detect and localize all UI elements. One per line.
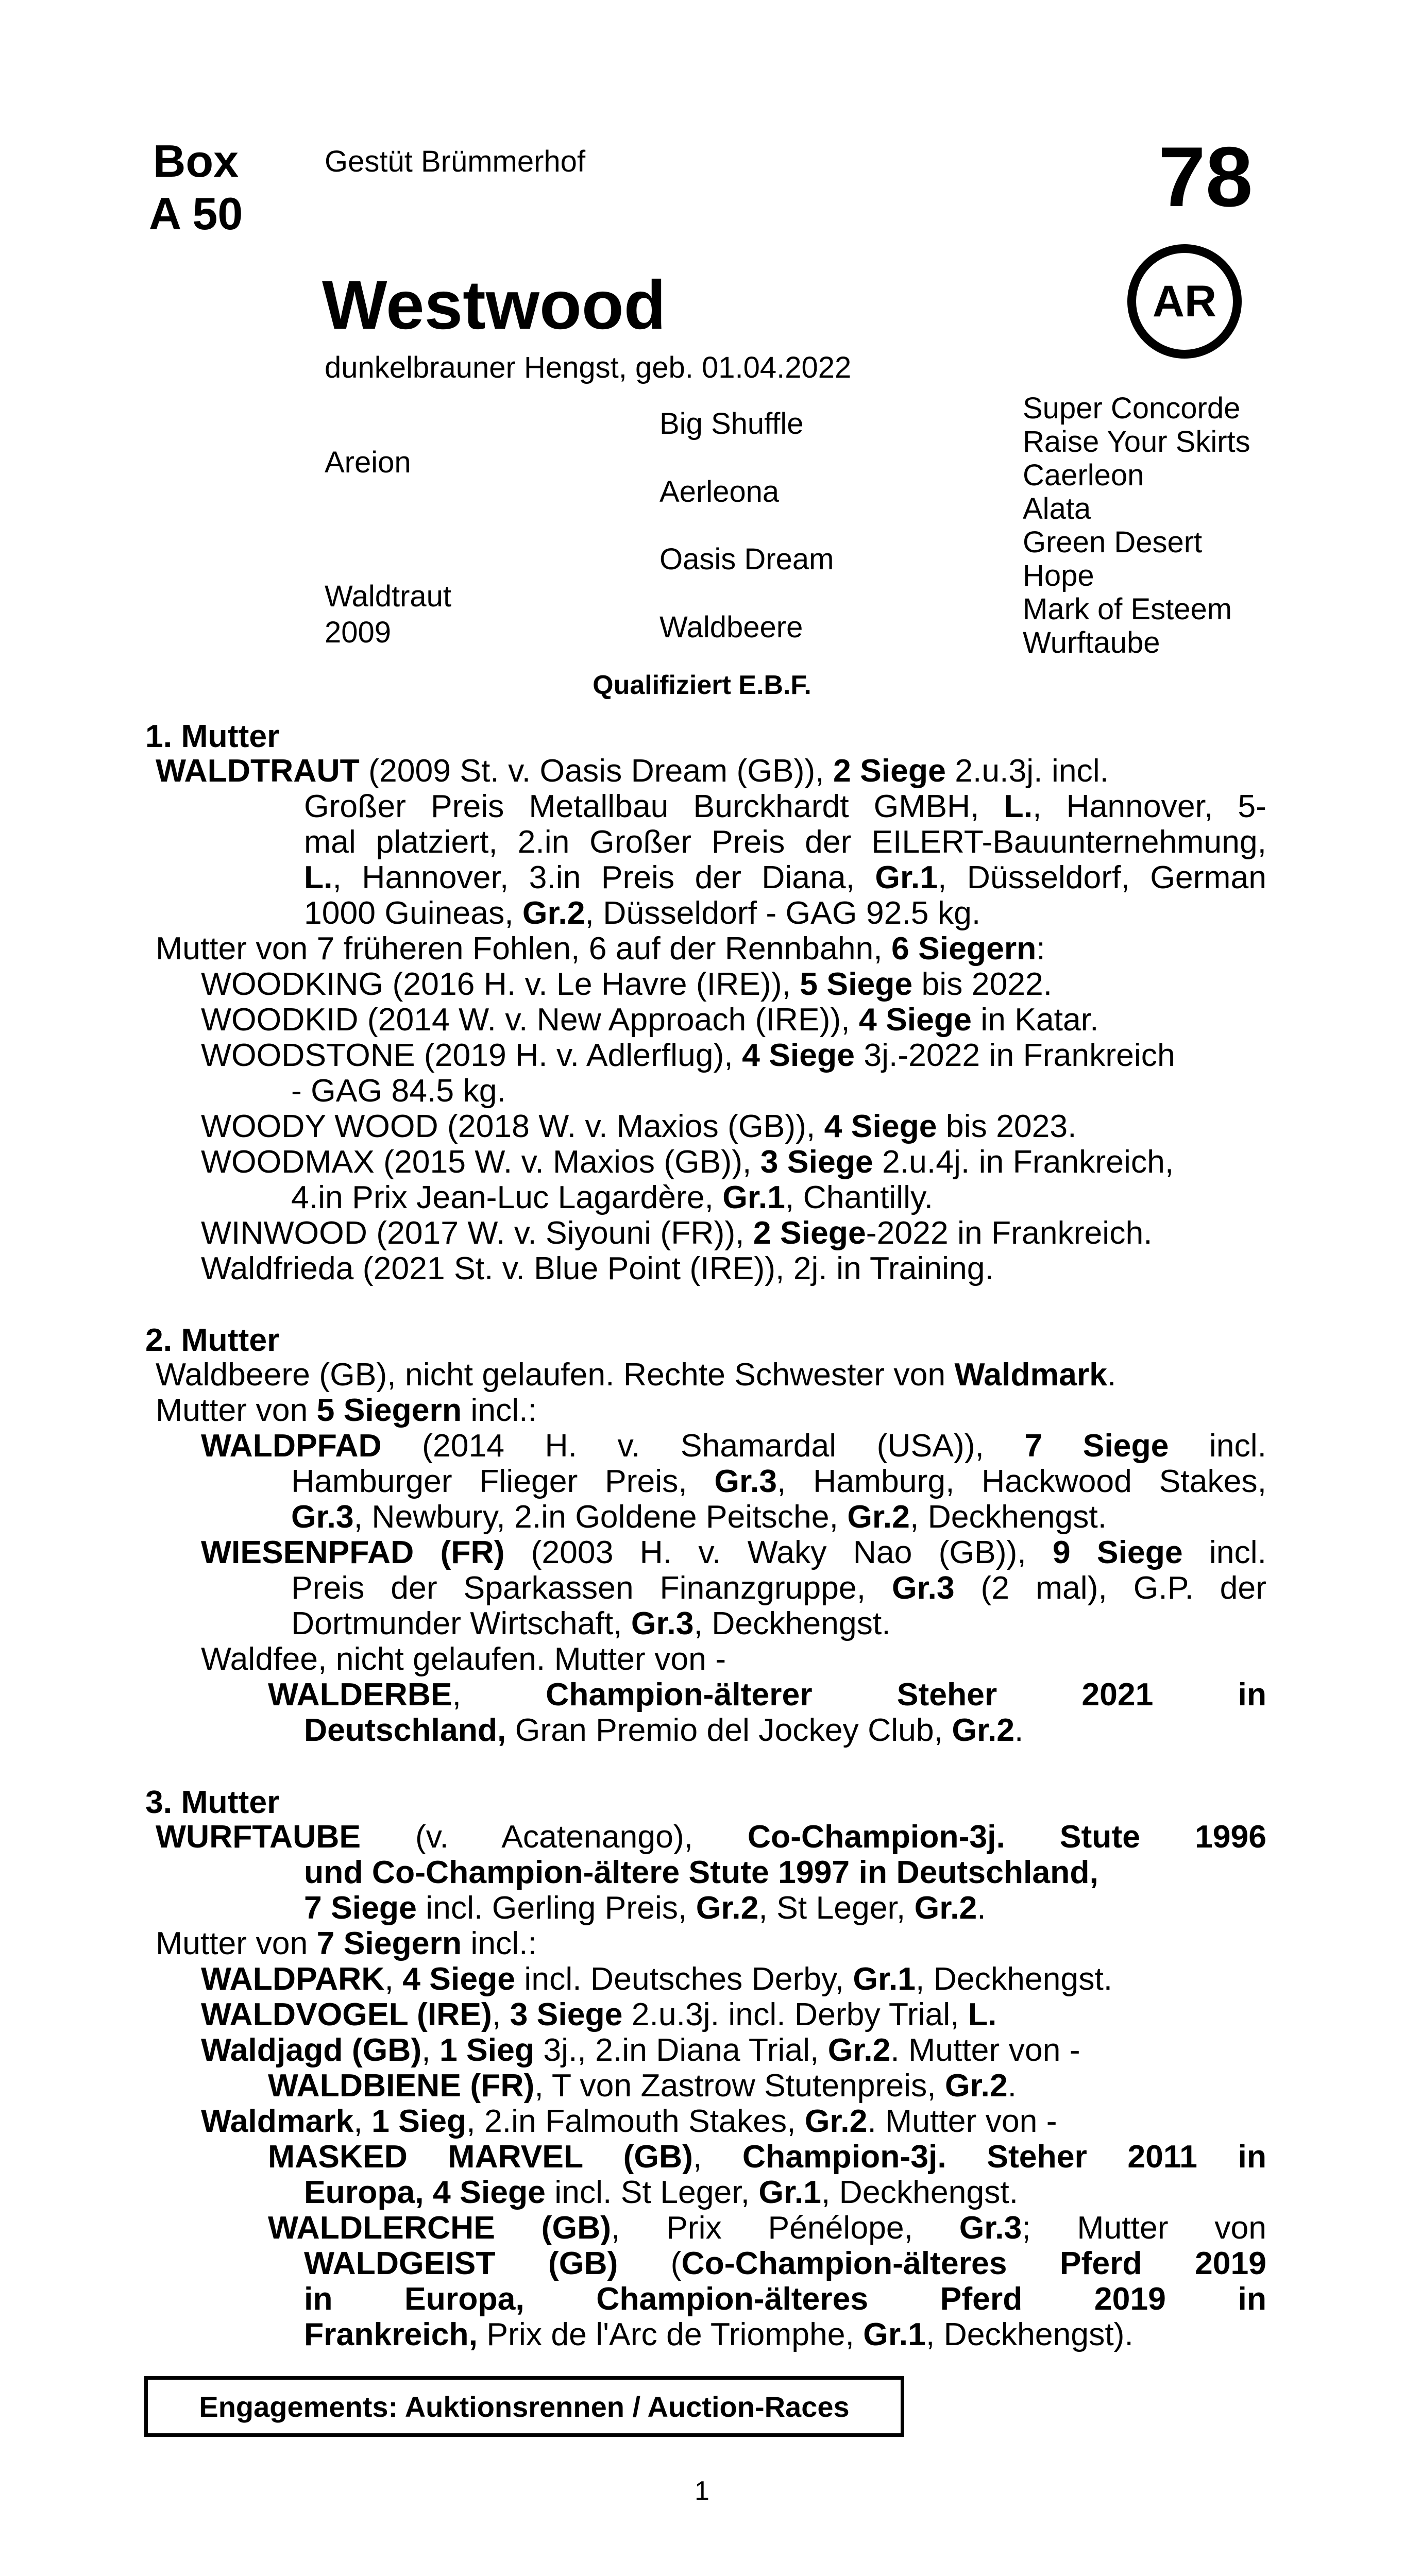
engagements-label: Engagements: Auktionsrennen / Auction-Races: [199, 2390, 850, 2423]
offspring-item: WALDPARK, 4 Siege incl. Deutsches Derby, Gr.1, Deckhengst.: [201, 1961, 1113, 1997]
pedigree-great-grandparent: Raise Your Skirts: [1023, 425, 1250, 459]
box-line-2: A 50: [148, 188, 243, 239]
pedigree-great-grandparent: Alata: [1023, 492, 1091, 526]
pedigree-grandparent: Aerleona: [659, 475, 780, 509]
offspring-item: WINWOOD (2017 W. v. Siyouni (FR)), 2 Siege-2022 in Frankreich.: [201, 1215, 1153, 1251]
stud-name: Gestüt Brümmerhof: [325, 145, 586, 178]
pedigree-sire: Areion: [325, 446, 411, 479]
pedigree-dam-year: 2009: [325, 616, 392, 649]
offspring-item-continued: Dortmunder Wirtschaft, Gr.3, Deckhengst.: [291, 1605, 891, 1641]
first-dam-line: Großer Preis Metallbau Burckhardt GMBH, L., Hannover, 5-: [304, 788, 1266, 824]
third-dam-line: 7 Siege incl. Gerling Preis, Gr.2, St Leger, Gr.2.: [304, 1890, 986, 1926]
grand-offspring-item-continued: Deutschland, Gran Premio del Jockey Club, Gr.2.: [304, 1712, 1024, 1748]
offspring-item: Waldfrieda (2021 St. v. Blue Point (IRE)), 2j. in Training.: [201, 1250, 994, 1286]
pedigree-dam: Waldtraut: [325, 580, 452, 613]
horse-description: dunkelbrauner Hengst, geb. 01.04.2022: [325, 351, 852, 384]
grand-offspring-item-continued: WALDGEIST (GB) (Co-Champion-älteres Pferd 2019: [304, 2245, 1266, 2281]
engagements-box: [144, 2376, 904, 2437]
page-number: 1: [695, 2476, 709, 2506]
section-heading: 3. Mutter: [145, 1784, 280, 1820]
ar-badge-icon: [1127, 244, 1242, 359]
grand-offspring-item: WALDLERCHE (GB), Prix Pénélope, Gr.3; Mutter von: [268, 2210, 1266, 2246]
offspring-item: WIESENPFAD (FR) (2003 H. v. Waky Nao (GB)), 9 Siege incl.: [201, 1534, 1266, 1570]
offspring-item: WOODKID (2014 W. v. New Approach (IRE)), 4 Siege in Katar.: [201, 1002, 1099, 1038]
offspring-item-continued: Preis der Sparkassen Finanzgruppe, Gr.3 (2 mal), G.P. der: [291, 1570, 1266, 1606]
lot-number: 78: [1158, 129, 1253, 224]
offspring-item: Waldjagd (GB), 1 Sieg 3j., 2.in Diana Trial, Gr.2. Mutter von -: [201, 2032, 1080, 2068]
offspring-item: Waldmark, 1 Sieg, 2.in Falmouth Stakes, Gr.2. Mutter von -: [201, 2103, 1057, 2139]
second-dam-line: Waldbeere (GB), nicht gelaufen. Rechte Schwester von Waldmark.: [156, 1357, 1117, 1393]
section-heading: 2. Mutter: [145, 1322, 280, 1358]
first-dam-line: L., Hannover, 3.in Preis der Diana, Gr.1, Düsseldorf, German: [304, 859, 1267, 895]
pedigree-grandparent: Oasis Dream: [659, 543, 834, 576]
box-label: [119, 135, 273, 240]
produce-summary: Mutter von 7 früheren Fohlen, 6 auf der Rennbahn, 6 Siegern:: [156, 930, 1045, 967]
grand-offspring-item: WALDBIENE (FR), T von Zastrow Stutenpreis, Gr.2.: [268, 2067, 1017, 2104]
ar-badge-label: AR: [1152, 276, 1217, 326]
grand-offspring-item: WALDERBE, Champion-älterer Steher 2021 in: [268, 1676, 1267, 1713]
qualification: Qualifiziert E.B.F.: [593, 670, 811, 700]
pedigree-great-grandparent: Wurftaube: [1023, 626, 1160, 659]
grand-offspring-item-continued: Europa, 4 Siege incl. St Leger, Gr.1, Deckhengst.: [304, 2174, 1019, 2210]
grand-offspring-item-continued: Frankreich, Prix de l'Arc de Triomphe, Gr.1, Deckhengst).: [304, 2316, 1134, 2352]
first-dam-line: 1000 Guineas, Gr.2, Düsseldorf - GAG 92.5 kg.: [304, 895, 981, 931]
pedigree-great-grandparent: Hope: [1023, 559, 1094, 592]
pedigree-great-grandparent: Super Concorde: [1023, 392, 1241, 425]
grand-offspring-item: MASKED MARVEL (GB), Champion-3j. Steher 2011 in: [268, 2139, 1267, 2175]
pedigree-great-grandparent: Green Desert: [1023, 526, 1203, 559]
offspring-item: WOODKING (2016 H. v. Le Havre (IRE)), 5 Siege bis 2022.: [201, 966, 1053, 1002]
section-heading: 1. Mutter: [145, 718, 280, 754]
box-line-1: Box: [153, 135, 239, 187]
first-dam-line: WALDTRAUT (2009 St. v. Oasis Dream (GB)), 2 Siege 2.u.3j. incl.: [156, 753, 1109, 789]
pedigree-grandparent: Big Shuffle: [659, 407, 804, 440]
offspring-item-continued: - GAG 84.5 kg.: [291, 1073, 506, 1109]
first-dam-line: mal platziert, 2.in Großer Preis der EILERT-Bauunternehmung,: [304, 824, 1266, 860]
third-dam-line: und Co-Champion-ältere Stute 1997 in Deutschland,: [304, 1854, 1098, 1890]
produce-summary: Mutter von 7 Siegern incl.:: [156, 1925, 537, 1961]
horse-name: Westwood: [322, 267, 666, 344]
produce-summary: Mutter von 5 Siegern incl.:: [156, 1392, 537, 1428]
third-dam-line: WURFTAUBE (v. Acatenango), Co-Champion-3j. Stute 1996: [156, 1819, 1266, 1855]
offspring-item: WOODSTONE (2019 H. v. Adlerflug), 4 Siege 3j.-2022 in Frankreich: [201, 1037, 1175, 1073]
offspring-item: WOODY WOOD (2018 W. v. Maxios (GB)), 4 Siege bis 2023.: [201, 1108, 1077, 1144]
offspring-item: WOODMAX (2015 W. v. Maxios (GB)), 3 Siege 2.u.4j. in Frankreich,: [201, 1144, 1174, 1180]
pedigree-great-grandparent: Mark of Esteem: [1023, 592, 1232, 626]
offspring-item: WALDPFAD (2014 H. v. Shamardal (USA)), 7 Siege incl.: [201, 1428, 1267, 1464]
pedigree-great-grandparent: Caerleon: [1023, 459, 1144, 492]
grand-offspring-item-continued: in Europa, Champion-älteres Pferd 2019 in: [304, 2281, 1266, 2317]
offspring-item-continued: Hamburger Flieger Preis, Gr.3, Hamburg, Hackwood Stakes,: [291, 1463, 1266, 1499]
offspring-item-continued: 4.in Prix Jean-Luc Lagardère, Gr.1, Chantilly.: [291, 1179, 934, 1215]
offspring-item: WALDVOGEL (IRE), 3 Siege 2.u.3j. incl. Derby Trial, L.: [201, 1996, 997, 2032]
offspring-item-continued: Gr.3, Newbury, 2.in Goldene Peitsche, Gr.2, Deckhengst.: [291, 1499, 1107, 1535]
offspring-item: Waldfee, nicht gelaufen. Mutter von -: [201, 1641, 726, 1677]
pedigree-grandparent: Waldbeere: [659, 611, 803, 644]
